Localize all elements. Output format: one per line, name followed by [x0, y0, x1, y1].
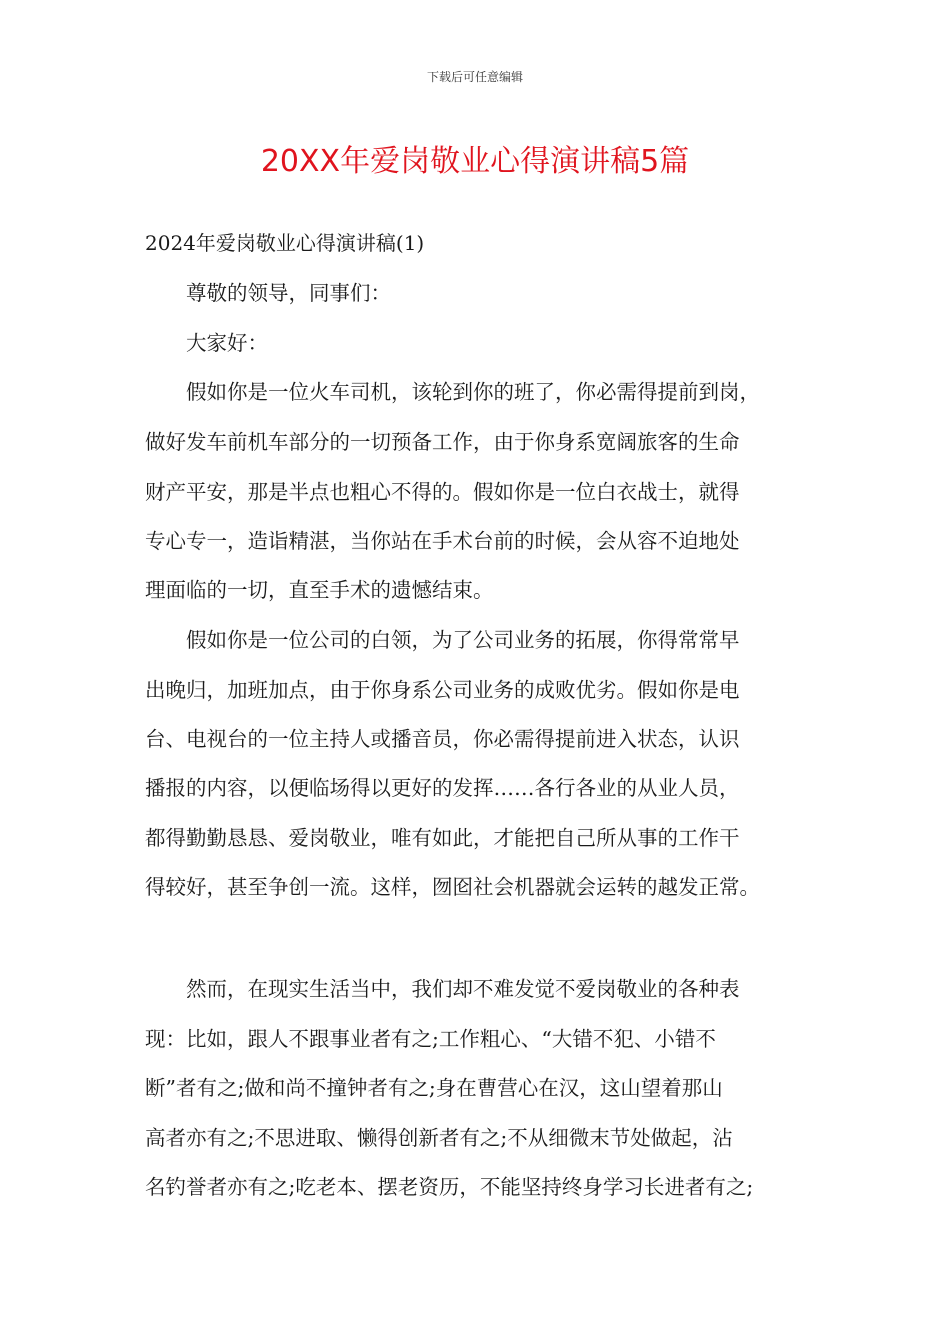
- body-line: 台、电视台的一位主持人或播音员，你必需得提前进入状态，认识: [145, 727, 740, 751]
- body-line: 现：比如，跟人不跟事业者有之;工作粗心、“大错不犯、小错不: [145, 1027, 716, 1051]
- body-line: 出晚归，加班加点，由于你身系公司业务的成败优劣。假如你是电: [145, 678, 740, 702]
- body-line: 假如你是一位公司的白领，为了公司业务的拓展，你得常常早: [145, 628, 740, 652]
- header-note: 下载后可任意编辑: [426, 70, 523, 84]
- body-line: 高者亦有之;不思进取、懒得创新者有之;不从细微末节处做起，沾: [145, 1126, 733, 1150]
- body-line: 专心专一，造诣精湛，当你站在手术台前的时候，会从容不迫地处: [145, 529, 740, 553]
- body-line: 理面临的一切，直至手术的遗憾结束。: [145, 578, 494, 602]
- body-line: 名钓誉者亦有之;吃老本、摆老资历，不能坚持终身学习长进者有之;: [145, 1175, 754, 1199]
- body-line: 尊敬的领导，同事们：: [145, 281, 391, 305]
- section-subtitle: 2024年爱岗敬业心得演讲稿(1): [145, 231, 425, 255]
- body-line: 断”者有之;做和尚不撞钟者有之;身在曹营心在汉，这山望着那山: [145, 1076, 723, 1100]
- body-line: 得较好，甚至争创一流。这样，囫囵社会机器就会运转的越发正常。: [145, 875, 760, 899]
- body-line: 大家好：: [145, 331, 268, 355]
- body-line: 然而，在现实生活当中，我们却不难发觉不爱岗敬业的各种表: [145, 977, 740, 1001]
- body-line: 都得勤勤恳恳、爱岗敬业，唯有如此，才能把自己所从事的工作干: [145, 826, 740, 850]
- document-title: 20XX年爱岗敬业心得演讲稿5篇: [260, 144, 690, 179]
- body-line: 做好发车前机车部分的一切预备工作，由于你身系宽阔旅客的生命: [145, 430, 740, 454]
- body-line: 财产平安，那是半点也粗心不得的。假如你是一位白衣战士，就得: [145, 480, 740, 504]
- body-line: 播报的内容，以便临场得以更好的发挥……各行各业的从业人员，: [145, 776, 740, 800]
- body-line: 假如你是一位火车司机，该轮到你的班了，你必需得提前到岗，: [145, 380, 760, 404]
